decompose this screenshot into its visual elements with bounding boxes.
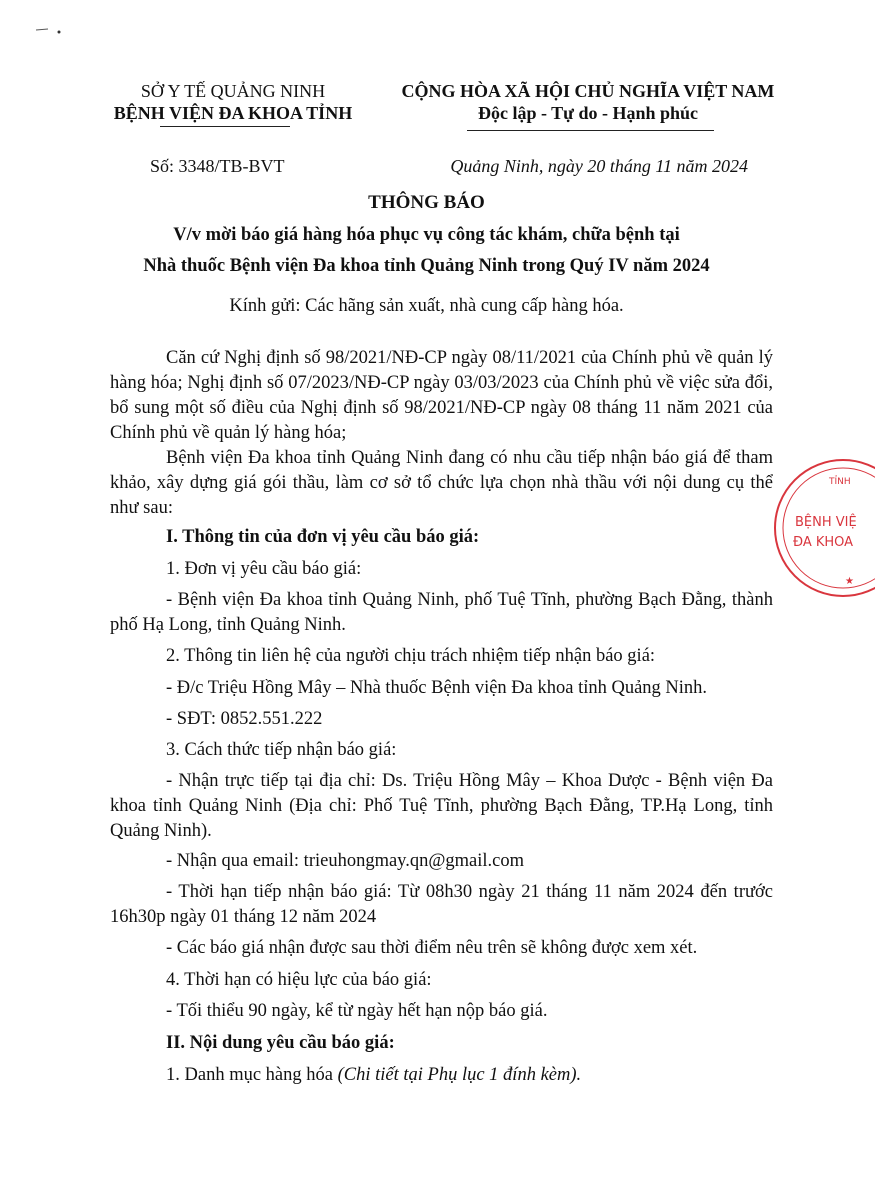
item-4-text: - Tối thiểu 90 ngày, kể từ ngày hết hạn nộp báo giá. <box>166 1001 548 1021</box>
item-3-deadline: - Thời hạn tiếp nhận báo giá: Từ 08h30 ngày 21 tháng 11 năm 2024 đến trước 16h30p ngày 01 tháng 12 năm 2024 <box>110 882 773 927</box>
issuer-block <box>88 80 378 124</box>
document-date: Quảng Ninh, ngày 20 tháng 11 năm 2024 <box>450 156 748 176</box>
hospital-name: BỆNH VIỆN ĐA KHOA TỈNH <box>113 103 353 123</box>
scan-mark <box>34 18 62 36</box>
item-4-title: 4. Thời hạn có hiệu lực của báo giá: <box>166 970 432 990</box>
stamp-line-1: BỆNH VIỆ <box>795 515 857 530</box>
section-2-heading: II. Nội dung yêu cầu báo giá: <box>166 1033 395 1053</box>
item-3-title: 3. Cách thức tiếp nhận báo giá: <box>166 740 397 760</box>
svg-text:★: ★ <box>845 576 854 587</box>
red-seal-stamp <box>765 450 875 600</box>
purpose-paragraph: Bệnh viện Đa khoa tỉnh Quảng Ninh đang có nhu cầu tiếp nhận báo giá để tham khảo, xây dựng giá gói thầu, làm cơ sở tổ chức lựa chọn nhà thầu với nội dung cụ thể như sau: <box>110 448 773 518</box>
section-1-heading: I. Thông tin của đơn vị yêu cầu báo giá: <box>166 527 480 547</box>
national-header <box>378 80 798 124</box>
item-3-note: - Các báo giá nhận được sau thời điểm nêu trên sẽ không được xem xét. <box>166 938 698 958</box>
goods-list-reference: (Chi tiết tại Phụ lục 1 đính kèm). <box>337 1065 582 1085</box>
motto: Độc lập - Tự do - Hạnh phúc <box>477 103 699 123</box>
item-1-text: - Bệnh viện Đa khoa tỉnh Quảng Ninh, phố Tuệ Tĩnh, phường Bạch Đằng, thành phố Hạ Long, tỉnh Quảng Ninh. <box>110 590 773 635</box>
issuer-underline <box>160 126 290 127</box>
subtitle-line-1: V/v mời báo giá hàng hóa phục vụ công tác khám, chữa bệnh tại <box>173 225 680 245</box>
item-2-title: 2. Thông tin liên hệ của người chịu trách nhiệm tiếp nhận báo giá: <box>166 646 656 666</box>
section-2-item-1 <box>166 1065 581 1086</box>
subtitle-line-2: Nhà thuốc Bệnh viện Đa khoa tỉnh Quảng Ninh trong Quý IV năm 2024 <box>143 256 710 276</box>
item-1-title: 1. Đơn vị yêu cầu báo giá: <box>166 559 362 579</box>
country-name: CỘNG HÒA XÃ HỘI CHỦ NGHĨA VIỆT NAM <box>401 81 775 101</box>
item-3-direct: - Nhận trực tiếp tại địa chỉ: Ds. Triệu Hồng Mây – Khoa Dược - Bệnh viện Đa khoa tỉnh Quảng Ninh (Địa chỉ: Phố Tuệ Tĩnh, phường Bạch Đằng, TP.Hạ Long, tỉnh Quảng Ninh). <box>110 771 773 841</box>
item-2-phone: - SĐT: 0852.551.222 <box>166 709 323 729</box>
item-3-email: - Nhận qua email: trieuhongmay.qn@gmail.com <box>166 851 524 871</box>
item-2-contact: - Đ/c Triệu Hồng Mây – Nhà thuốc Bệnh viện Đa khoa tỉnh Quảng Ninh. <box>166 678 708 698</box>
document-title: THÔNG BÁO <box>368 192 485 213</box>
greeting: Kính gửi: Các hãng sản xuất, nhà cung cấp hàng hóa. <box>229 296 624 316</box>
stamp-top-text: TỈNH <box>829 477 851 487</box>
motto-underline <box>467 130 714 131</box>
goods-list-label: 1. Danh mục hàng hóa <box>166 1065 338 1085</box>
document-number: Số: 3348/TB-BVT <box>150 156 285 176</box>
ministry-name: SỞ Y TẾ QUẢNG NINH <box>140 81 326 101</box>
legal-basis-paragraph: Căn cứ Nghị định số 98/2021/NĐ-CP ngày 08/11/2021 của Chính phủ về quản lý hàng hóa; Nghị định số 07/2023/NĐ-CP ngày 03/03/2023 của Chính phủ về việc sửa đổi, bổ sung một số điều của Nghị định số 98/2021/NĐ-CP ngày 08 tháng 11 năm 2021 của Chính phủ về quản lý hàng hóa; <box>110 348 773 443</box>
stamp-line-2: ĐA KHOA <box>793 535 854 550</box>
